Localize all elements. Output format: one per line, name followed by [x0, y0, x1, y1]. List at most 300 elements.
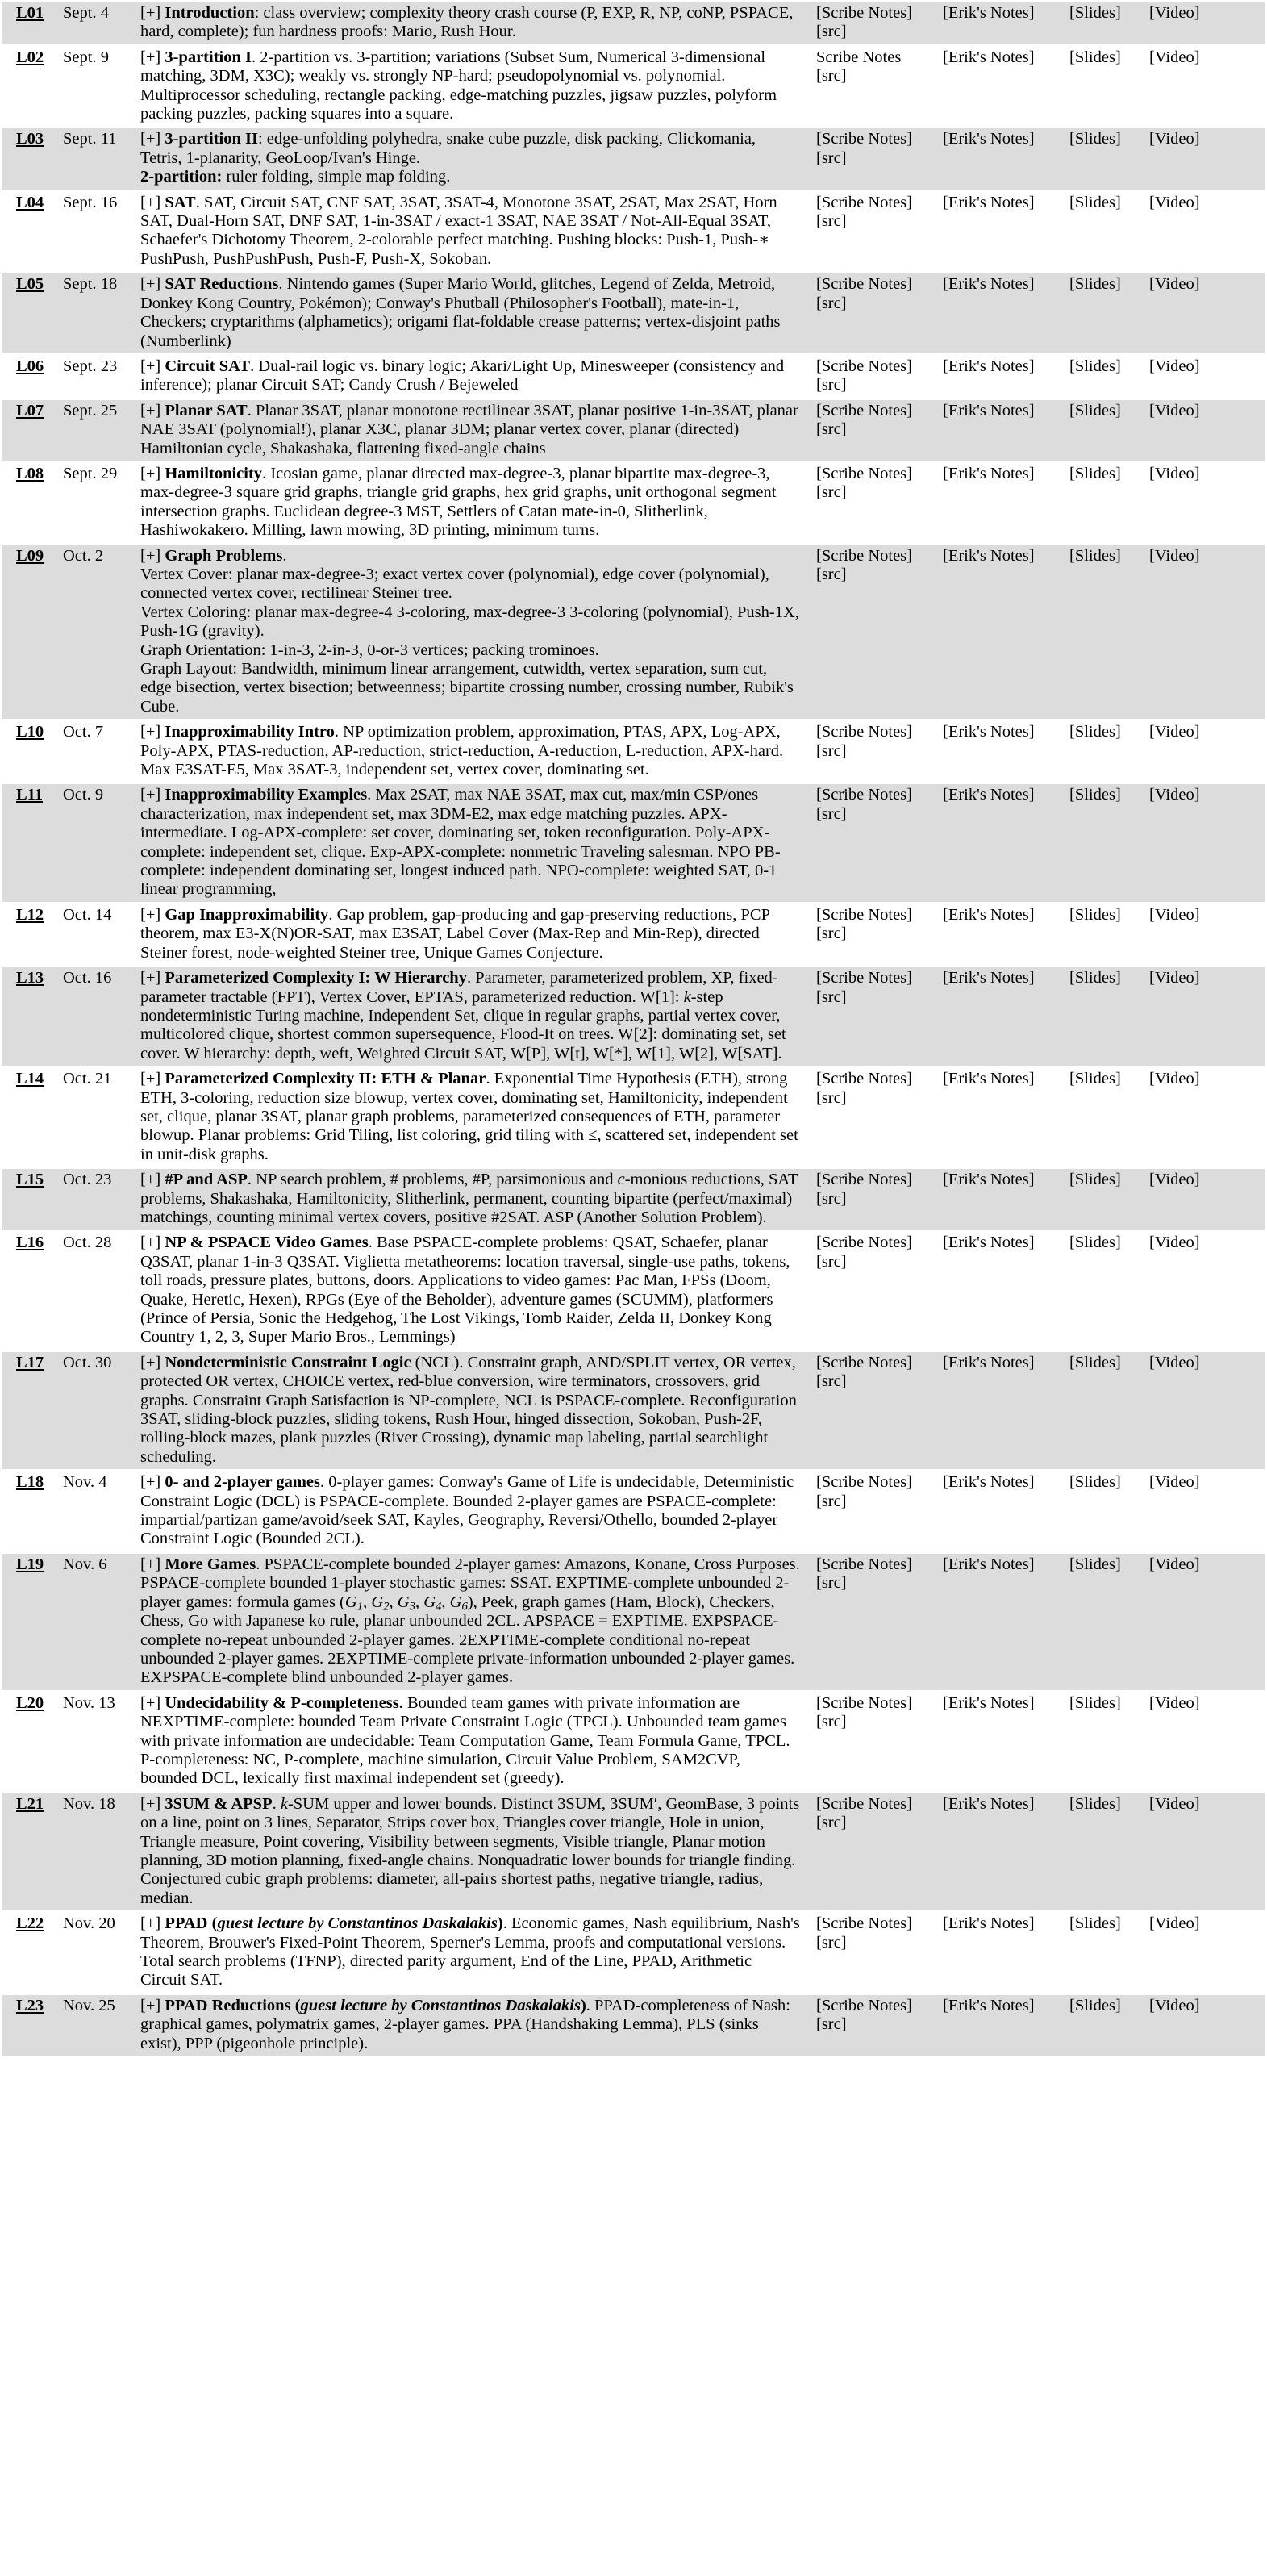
lecture-description — [135, 400, 811, 461]
lecture-title-text: Parameterized Complexity I: W Hierarchy — [165, 969, 467, 987]
lecture-title: PPAD Reductions (guest lecture by Constantinos Daskalakis) — [165, 1996, 586, 2014]
lecture-title-text: Undecidability & P-completeness. — [165, 1693, 403, 1712]
lecture-date: Nov. 18 — [58, 1793, 135, 1910]
scribe-notes-link[interactable]: [Scribe Notes] — [816, 130, 912, 148]
video-link[interactable]: [Video] — [1149, 1473, 1200, 1492]
lecture-number-link[interactable]: L04 — [16, 193, 44, 211]
video-link[interactable]: [Video] — [1149, 401, 1200, 420]
formula-game-letter: G — [397, 1593, 410, 1611]
lecture-number-cell — [2, 1693, 58, 1791]
lecture-description — [135, 463, 811, 543]
lecture-description — [135, 1693, 811, 1791]
expand-toggle[interactable]: [+] — [140, 1070, 161, 1088]
expand-toggle[interactable]: [+] — [140, 1555, 161, 1573]
lecture-links — [811, 463, 1265, 543]
lecture-date: Sept. 9 — [63, 48, 109, 66]
lecture-date: Oct. 7 — [63, 723, 104, 741]
lecture-links — [811, 784, 1265, 901]
lecture-number-cell — [2, 721, 58, 782]
video-link[interactable]: [Video] — [1149, 1070, 1200, 1088]
expand-toggle[interactable]: [+] — [140, 401, 161, 420]
lecture-title-text: Parameterized Complexity II: ETH & Planar — [165, 1070, 486, 1088]
scribe-notes-link[interactable]: [Scribe Notes] — [816, 1353, 912, 1372]
lecture-row — [2, 1693, 1265, 1791]
scribe-notes-link[interactable]: [Scribe Notes] — [816, 1693, 912, 1712]
scribe-notes-link[interactable]: [Scribe Notes] — [816, 1070, 912, 1088]
lecture-topics: . Parameter, parameterized problem, XP, fixed-parameter tractable (FPT), Vertex Cover, EPTAS, parameterized reduction. W[1]: — [140, 969, 778, 1006]
slides-link[interactable]: [Slides] — [1069, 1996, 1121, 2014]
slides-link[interactable]: [Slides] — [1069, 1353, 1121, 1372]
expand-toggle[interactable]: [+] — [140, 786, 161, 804]
lecture-row — [2, 273, 1265, 353]
scribe-source-link[interactable]: [src] — [816, 1189, 847, 1208]
lecture-links — [811, 545, 1265, 720]
lecture-number-cell — [2, 128, 58, 189]
lecture-title — [165, 1354, 411, 1372]
lecture-topics: . Base PSPACE-complete problems: QSAT, Schaefer, planar Q3SAT, planar 1-in-3 Q3SAT. Viglietta metatheorems: location traversal, single-use paths, tokens, toll roads, pressure plates, buttons, doors. Applications to video games: Pac Man, FPSs (Doom, Quake, Heretic, Hexen), RPGs (Eye of the Beholder), adventure games (SCUMM), platformers (Prince of Persia, Sonic the Hedgehog, The Lost Vikings, Tomb Raider, Zelda II, Donkey Kong Country 1, 2, 3, Super Mario Bros., Lemmings) — [140, 1234, 790, 1346]
slides-link[interactable]: [Slides] — [1069, 546, 1121, 565]
lecture-links — [811, 1693, 1265, 1791]
lecture-topics-cont: ), Peek, graph games (Ham, Block), Checkers, Chess, Go with Japanese ko rule, planar unbounded 2CL. APSPACE = EXPTIME. EXPSPACE-complete no-repeat unbounded 2-player games. 2EXPTIME-complete conditional no-repeat unbounded 2-player games. 2EXPTIME-complete private-information unbounded 2-player games. EXPSPACE-complete blind unbounded 2-player games. — [140, 1593, 795, 1687]
lecture-description — [135, 721, 811, 782]
lecture-topics: . NP optimization problem, approximation, PTAS, APX, Log-APX, Poly-APX, PTAS-reduction, AP-reduction, strict-reduction, A-reduction, L-reduction, APX-hard. Max E3SAT-E5, Max 3SAT-3, independent set, vertex cover, dominating set. — [140, 723, 784, 779]
scribe-source-link[interactable]: [src] — [816, 376, 847, 395]
lecture-row — [2, 1913, 1265, 1993]
lecture-row — [2, 128, 1265, 189]
expand-toggle[interactable]: [+] — [140, 1794, 161, 1813]
video-link[interactable]: [Video] — [1149, 275, 1200, 294]
eriks-notes-link[interactable]: [Erik's Notes] — [943, 1353, 1035, 1372]
expand-toggle[interactable]: [+] — [140, 905, 161, 924]
lecture-number-link[interactable]: L05 — [16, 275, 44, 294]
eriks-notes-link[interactable]: [Erik's Notes] — [943, 723, 1035, 741]
lecture-number-cell — [2, 784, 58, 901]
video-link[interactable]: [Video] — [1149, 130, 1200, 148]
lecture-row — [2, 1352, 1265, 1469]
scribe-notes-link[interactable]: [Scribe Notes] — [816, 275, 912, 294]
lecture-description — [135, 1995, 811, 2056]
lecture-date: Nov. 20 — [63, 1914, 115, 1933]
lecture-number-link[interactable]: L19 — [16, 1555, 44, 1573]
lecture-topics: . 2-partition vs. 3-partition; variations (Subset Sum, Numerical 3-dimensional matching, 3DM, X3C); weakly vs. strongly NP-hard; pseudopolynomial vs. polynomial. Multiprocessor scheduling, rectangle packing, edge-matching puzzles, jigsaw puzzles, polyform packing puzzles, packing squares into a square. — [140, 48, 777, 123]
lecture-number-cell — [2, 1352, 58, 1469]
scribe-source-link[interactable]: [src] — [816, 1814, 847, 1832]
slides-link[interactable]: [Slides] — [1069, 193, 1121, 211]
lecture-description — [135, 1352, 811, 1469]
scribe-source-link[interactable]: [src] — [816, 1574, 847, 1593]
video-link[interactable]: [Video] — [1149, 1794, 1200, 1813]
lecture-row — [2, 1232, 1265, 1349]
eriks-notes-link[interactable]: [Erik's Notes] — [943, 1234, 1035, 1252]
lecture-number-link[interactable]: L12 — [16, 905, 44, 924]
formula-game-symbol — [449, 1593, 468, 1614]
lecture-description — [135, 2, 811, 44]
eriks-notes-link[interactable]: [Erik's Notes] — [943, 130, 1035, 148]
lecture-links — [811, 192, 1265, 272]
lecture-date: Oct. 30 — [58, 1352, 135, 1469]
expand-toggle[interactable]: [+] — [140, 1234, 161, 1252]
eriks-notes-link[interactable]: [Erik's Notes] — [943, 1914, 1035, 1933]
lecture-number-cell — [2, 1169, 58, 1230]
lecture-description — [135, 1793, 811, 1910]
lecture-links — [811, 2, 1265, 44]
eriks-notes-link[interactable]: [Erik's Notes] — [943, 1996, 1035, 2014]
lecture-date: Sept. 23 — [63, 357, 118, 375]
scribe-notes-link[interactable]: [Scribe Notes] — [816, 546, 912, 565]
guest-lecturer: guest lecture by Constantinos Daskalakis — [217, 1914, 498, 1933]
math-variable: k — [280, 1794, 288, 1813]
scribe-source-link[interactable]: [src] — [816, 741, 847, 760]
formula-game-letter: G — [449, 1593, 462, 1611]
scribe-notes-link[interactable]: [Scribe Notes] — [816, 1171, 912, 1189]
scribe-source-link[interactable]: [src] — [816, 1088, 847, 1107]
formula-game-letter: G — [423, 1593, 436, 1611]
lecture-row — [2, 463, 1265, 543]
lecture-title-text: Inapproximability Examples — [165, 786, 368, 804]
lecture-number-cell — [2, 545, 58, 720]
expand-toggle[interactable]: [+] — [140, 723, 161, 741]
lecture-title-text: Gap Inapproximability — [165, 905, 329, 924]
expand-toggle[interactable]: [+] — [140, 1693, 161, 1712]
lecture-date: Oct. 14 — [63, 905, 112, 924]
scribe-source-link[interactable]: [src] — [816, 294, 847, 312]
scribe-notes-link[interactable]: [Scribe Notes] — [816, 905, 912, 924]
scribe-source-link[interactable]: [src] — [816, 925, 847, 943]
lecture-topics: : edge-unfolding polyhedra, snake cube puzzle, disk packing, Clickomania, Tetris, 1-planarity, GeoLoop/Ivan's Hinge. — [140, 130, 756, 167]
lecture-number-link[interactable]: L17 — [16, 1353, 44, 1372]
eriks-notes-link[interactable]: [Erik's Notes] — [943, 1555, 1035, 1573]
lecture-number-cell — [2, 967, 58, 1066]
formula-game-symbol — [344, 1593, 364, 1614]
scribe-notes-link[interactable]: [Scribe Notes] — [816, 1914, 912, 1933]
eriks-notes-link[interactable]: [Erik's Notes] — [943, 786, 1035, 804]
lecture-title — [165, 4, 254, 22]
scribe-source-link[interactable]: [src] — [816, 483, 847, 502]
lecture-topics: . — [272, 1794, 281, 1813]
video-link[interactable]: [Video] — [1149, 4, 1200, 22]
scribe-notes-link[interactable]: [Scribe Notes] — [816, 1555, 912, 1573]
lecture-date: Sept. 29 — [63, 464, 118, 482]
lecture-title — [165, 194, 195, 211]
expand-toggle[interactable]: [+] — [140, 1171, 161, 1189]
video-link[interactable]: [Video] — [1149, 723, 1200, 741]
scribe-notes-link[interactable]: [Scribe Notes] — [816, 1473, 912, 1492]
formula-game-letter: G — [344, 1593, 357, 1611]
lecture-description — [135, 1472, 811, 1551]
lecture-number-link[interactable]: L20 — [16, 1693, 44, 1712]
slides-link[interactable]: [Slides] — [1069, 1234, 1121, 1252]
slides-link[interactable]: [Slides] — [1069, 48, 1121, 66]
lecture-title — [165, 357, 250, 375]
lecture-title — [165, 547, 282, 565]
eriks-notes-link[interactable]: [Erik's Notes] — [943, 401, 1035, 420]
lecture-topics: . — [282, 546, 287, 565]
scribe-source-link[interactable]: [src] — [816, 23, 847, 41]
lecture-description: [+] More Games. PSPACE-complete bounded 2-player games: Amazons, Konane, Cross Purposes. PSPACE-complete bounded 1-player stochastic games: SSAT. EXPTIME-complete unbounded 2-player games: formula games ($G_1$, $G_2$, $G_3$, $G_4$, $G_6$), Peek, graph games (Ham, Block), Checkers, Chess, Go with Japanese ko rule, planar unbounded 2CL. APSPACE = EXPTIME. EXPSPACE-complete no-repeat unbounded 2-player games. 2EXPTIME-complete conditional no-repeat unbounded 2-player games. 2EXPTIME-complete private-information unbounded 2-player games. EXPSPACE-complete blind unbounded 2-player games. — [135, 1554, 811, 1690]
scribe-notes-link[interactable]: [Scribe Notes] — [816, 1996, 912, 2014]
lecture-description — [135, 904, 811, 965]
scribe-notes-link[interactable]: [Scribe Notes] — [816, 969, 912, 987]
lecture-topics: . Max 2SAT, max NAE 3SAT, max cut, max/min CSP/ones characterization, max independent set, max 3DM-E2, max edge matching puzzles. APX-intermediate. Log-APX-complete: set cover, dominating set, token reconfiguration. Poly-APX-complete: independent set, clique. Exp-APX-complete: nonmetric Traveling salesman. NPO PB-complete: independent dominating set, longest induced path. NPO-complete: weighted SAT, 0-1 linear programming, — [140, 786, 781, 899]
expand-toggle[interactable]: [+] — [140, 4, 161, 22]
lecture-row — [2, 356, 1265, 398]
lecture-title: PPAD (guest lecture by Constantinos Daskalakis) — [165, 1914, 503, 1933]
expand-toggle[interactable]: [+] — [140, 969, 161, 987]
lecture-title — [165, 465, 262, 482]
lecture-date: Sept. 25 — [58, 400, 135, 461]
scribe-notes-link[interactable]: [Scribe Notes] — [816, 1234, 912, 1252]
video-link[interactable]: [Video] — [1149, 357, 1200, 375]
scribe-source-link[interactable]: [src] — [816, 987, 847, 1006]
lecture-title — [165, 1694, 403, 1712]
lecture-links — [811, 47, 1265, 127]
slides-link[interactable]: [Slides] — [1069, 969, 1121, 987]
scribe-source-link[interactable]: [src] — [816, 1252, 847, 1271]
expand-toggle[interactable]: [+] — [140, 464, 161, 482]
slides-link[interactable]: [Slides] — [1069, 357, 1121, 375]
eriks-notes-link[interactable]: [Erik's Notes] — [943, 4, 1035, 22]
slides-link[interactable]: [Slides] — [1069, 1693, 1121, 1712]
lecture-date: Oct. 9 — [58, 784, 135, 901]
eriks-notes-link[interactable]: [Erik's Notes] — [943, 48, 1035, 66]
lecture-topic-line: Vertex Cover: planar max-degree-3; exact vertex cover (polynomial), edge cover (polynomial), connected vertex cover, rectilinear Steiner tree. — [140, 565, 769, 603]
slides-link[interactable]: [Slides] — [1069, 1070, 1121, 1088]
slides-link[interactable]: [Slides] — [1069, 723, 1121, 741]
slides-link[interactable]: [Slides] — [1069, 275, 1121, 294]
lecture-description — [135, 47, 811, 127]
guest-lecturer: guest lecture by Constantinos Daskalakis — [300, 1996, 581, 2014]
lecture-links — [811, 356, 1265, 398]
lecture-number-cell — [2, 1995, 58, 2056]
video-link[interactable]: [Video] — [1149, 905, 1200, 924]
slides-link[interactable]: [Slides] — [1069, 464, 1121, 482]
slides-link[interactable]: [Slides] — [1069, 1914, 1121, 1933]
lecture-number-link[interactable]: L08 — [16, 464, 44, 482]
scribe-source-link[interactable]: [src] — [816, 1372, 847, 1391]
lecture-subtopics: ruler folding, simple map folding. — [222, 168, 451, 186]
lecture-date: Oct. 16 — [58, 967, 135, 1066]
slides-link[interactable]: [Slides] — [1069, 130, 1121, 148]
video-link[interactable]: [Video] — [1149, 786, 1200, 804]
slides-link[interactable]: [Slides] — [1069, 1473, 1121, 1492]
lecture-number-link[interactable]: L22 — [16, 1914, 44, 1933]
formula-game-symbol — [423, 1593, 442, 1614]
lecture-number-link[interactable]: L09 — [16, 546, 44, 565]
lecture-title-text: PPAD Reductions — [165, 1996, 291, 2014]
lecture-row — [2, 967, 1265, 1066]
lecture-description — [135, 273, 811, 353]
lecture-row — [2, 1554, 1265, 1690]
lecture-row — [2, 904, 1265, 965]
eriks-notes-link[interactable]: [Erik's Notes] — [943, 193, 1035, 211]
expand-toggle[interactable]: [+] — [140, 1914, 161, 1933]
expand-toggle[interactable]: [+] — [140, 48, 161, 66]
lecture-topics: (NCL). Constraint graph, AND/SPLIT vertex, OR vertex, protected OR vertex, CHOICE vertex, red-blue conversion, wire terminators, crossovers, grid graphs. Constraint Graph Satisfaction is NP-complete, NCL is PSPACE-complete. Reconfiguration 3SAT, sliding-block puzzles, sliding tokens, Rush Hour, hinged dissection, Sokoban, Push-2F, rolling-block mazes, plank puzzles (River Crossing), dynamic map labeling, partial searchlight scheduling. — [140, 1353, 797, 1466]
lecture-row — [2, 1472, 1265, 1551]
lecture-number-link[interactable]: L21 — [16, 1794, 44, 1813]
lecture-topic-line: Graph Layout: Bandwidth, minimum linear arrangement, cutwidth, vertex separation, sum cut, edge bisection, vertex bisection; betweenness; bipartite crossing number, crossing number, Rubik's Cube. — [140, 660, 794, 716]
lecture-title-text: SAT — [165, 193, 196, 211]
video-link[interactable]: [Video] — [1149, 1171, 1200, 1189]
lecture-number-cell — [2, 356, 58, 398]
scribe-notes-link[interactable]: [Scribe Notes] — [816, 193, 912, 211]
lecture-date: Nov. 6 — [58, 1554, 135, 1690]
lecture-topics: . PPAD-completeness of Nash: graphical games, polymatrix games, 2-player games. PPA (Handshaking Lemma), PLS (sinks exist), PPP (pigeonhole principle). — [140, 1996, 790, 2052]
slides-link[interactable]: [Slides] — [1069, 786, 1121, 804]
eriks-notes-link[interactable]: [Erik's Notes] — [943, 1070, 1035, 1088]
eriks-notes-link[interactable]: [Erik's Notes] — [943, 1794, 1035, 1813]
lecture-date: Sept. 4 — [58, 2, 135, 44]
video-link[interactable]: [Video] — [1149, 193, 1200, 211]
expand-toggle[interactable]: [+] — [140, 1353, 161, 1372]
expand-toggle[interactable]: [+] — [140, 1996, 161, 2014]
expand-toggle[interactable]: [+] — [140, 357, 161, 375]
lecture-date: Oct. 2 — [58, 545, 135, 720]
expand-toggle[interactable]: [+] — [140, 275, 161, 294]
lecture-number-link[interactable]: L16 — [16, 1234, 44, 1252]
lecture-number-link[interactable]: L02 — [16, 48, 44, 66]
lecture-schedule-body — [2, 2, 1265, 2056]
lecture-links — [811, 721, 1265, 782]
expand-toggle[interactable]: [+] — [140, 193, 161, 211]
eriks-notes-link[interactable]: [Erik's Notes] — [943, 357, 1035, 375]
lecture-topics-cont: -SUM upper and lower bounds. Distinct 3SUM, 3SUM′, GeomBase, 3 points on a line, point on 3 lines, Separator, Strips cover box, Triangles cover triangle, Hole in union, Triangle measure, Point covering, Visibility between segments, Visible triangle, Planar motion planning, 3D motion planning, fixed-angle chains. Nonquadratic lower bounds for triangle finding. Conjectured cubic graph problems: diameter, all-pairs shortest paths, negative triangle, radius, median. — [140, 1794, 800, 1907]
lecture-number-link[interactable]: L10 — [16, 723, 44, 741]
lecture-title — [165, 1795, 272, 1813]
lecture-number-cell — [2, 192, 58, 272]
scribe-source-link[interactable]: [src] — [816, 420, 847, 439]
formula-game-letter: G — [371, 1593, 384, 1611]
eriks-notes-link[interactable]: [Erik's Notes] — [943, 1473, 1035, 1492]
lecture-number-cell — [2, 273, 58, 353]
lecture-description — [135, 1913, 811, 1993]
lecture-number-cell — [2, 463, 58, 543]
eriks-notes-link[interactable]: [Erik's Notes] — [943, 464, 1035, 482]
lecture-title — [165, 130, 258, 148]
scribe-source-link[interactable]: [src] — [816, 1713, 847, 1731]
scribe-notes-link[interactable]: [Scribe Notes] — [816, 723, 912, 741]
expand-toggle[interactable]: [+] — [140, 1473, 161, 1492]
scribe-source-link[interactable]: [src] — [816, 2015, 847, 2034]
lecture-title — [165, 1234, 368, 1251]
scribe-notes-link[interactable]: [Scribe Notes] — [816, 786, 912, 804]
video-link[interactable]: [Video] — [1149, 969, 1200, 987]
lecture-row — [2, 784, 1265, 901]
lecture-topics: . Dual-rail logic vs. binary logic; Akari/Light Up, Minesweeper (consistency and inference); planar Circuit SAT; Candy Crush / Bejeweled — [140, 357, 785, 395]
scribe-notes-link[interactable]: [Scribe Notes] — [816, 357, 912, 375]
video-link[interactable]: [Video] — [1149, 1914, 1200, 1933]
slides-link[interactable]: [Slides] — [1069, 401, 1121, 420]
lecture-title — [165, 1473, 320, 1491]
lecture-title-text: 0- and 2-player games — [165, 1473, 321, 1492]
scribe-notes-link[interactable]: [Scribe Notes] — [816, 401, 912, 420]
scribe-source-link[interactable]: [src] — [816, 565, 847, 583]
scribe-source-link[interactable]: [src] — [816, 1933, 847, 1952]
lecture-number-link[interactable]: L11 — [16, 786, 44, 804]
scribe-notes-link[interactable]: [Scribe Notes] — [816, 464, 912, 482]
video-link[interactable]: [Video] — [1149, 48, 1200, 66]
slides-link[interactable]: [Slides] — [1069, 4, 1121, 22]
lecture-row — [2, 2, 1265, 44]
lecture-topics-cont: -monious reductions, SAT problems, Shakashaka, Hamiltonicity, Slitherlink, permanent, counting bipartite (perfect/maximal) matchings, counting minimal vertex covers, positive #2SAT. ASP (Another Solution Problem). — [140, 1171, 798, 1226]
lecture-description — [135, 192, 811, 272]
lecture-date: Nov. 4 — [63, 1473, 107, 1492]
lecture-number-link[interactable]: L23 — [16, 1996, 44, 2014]
eriks-notes-link[interactable]: [Erik's Notes] — [943, 546, 1035, 565]
lecture-links — [811, 1793, 1265, 1910]
lecture-number-link[interactable]: L14 — [16, 1070, 44, 1088]
video-link[interactable]: [Video] — [1149, 1353, 1200, 1372]
lecture-title-text: SAT Reductions — [165, 275, 279, 294]
lecture-number-cell — [2, 1913, 58, 1993]
eriks-notes-link[interactable]: [Erik's Notes] — [943, 275, 1035, 294]
lecture-number-cell — [2, 1554, 58, 1690]
scribe-source-link[interactable]: [src] — [816, 67, 847, 86]
lecture-number-cell — [2, 47, 58, 127]
lecture-title-text: NP & PSPACE Video Games — [165, 1234, 369, 1252]
formula-game-symbol — [371, 1593, 390, 1614]
expand-toggle[interactable]: [+] — [140, 546, 161, 565]
eriks-notes-link[interactable]: [Erik's Notes] — [943, 1171, 1035, 1189]
slides-link[interactable]: [Slides] — [1069, 1555, 1121, 1573]
lecture-number-link[interactable]: L07 — [16, 401, 44, 420]
lecture-number-link[interactable]: L15 — [16, 1171, 44, 1189]
lecture-title-text: Introduction — [165, 4, 255, 22]
video-link[interactable]: [Video] — [1149, 546, 1200, 565]
expand-toggle[interactable]: [+] — [140, 130, 161, 148]
lecture-title-text: Hamiltonicity — [165, 464, 263, 482]
video-link[interactable]: [Video] — [1149, 1555, 1200, 1573]
formula-game-subscript: 6 — [461, 1600, 468, 1614]
video-link[interactable]: [Video] — [1149, 1996, 1200, 2014]
lecture-date: Sept. 18 — [58, 273, 135, 353]
scribe-notes-link[interactable]: [Scribe Notes] — [816, 4, 912, 22]
video-link[interactable]: [Video] — [1149, 1693, 1200, 1712]
lecture-title — [165, 1070, 486, 1088]
scribe-source-link[interactable]: [src] — [816, 1492, 847, 1510]
lecture-topics-cont: -step nondeterministic Turing machine, Independent Set, clique in regular graphs, partial vertex cover, multicolored clique, shortest common supersequence, Flood-It on trees. W[2]: dominating set, set cover. W hierarchy: depth, weft, Weighted Circuit SAT, W[P], W[t], W[*], W[1], W[2], W[SAT]. — [140, 987, 786, 1063]
slides-link[interactable]: [Slides] — [1069, 1171, 1121, 1189]
video-link[interactable]: [Video] — [1149, 1234, 1200, 1252]
scribe-source-link[interactable]: [src] — [816, 148, 847, 167]
lecture-links — [811, 1554, 1265, 1690]
scribe-source-link[interactable]: [src] — [816, 212, 847, 231]
eriks-notes-link[interactable]: [Erik's Notes] — [943, 905, 1035, 924]
lecture-title — [165, 786, 367, 804]
lecture-number-cell — [2, 1068, 58, 1167]
slides-link[interactable]: [Slides] — [1069, 1794, 1121, 1813]
scribe-notes-link[interactable]: Scribe Notes — [816, 48, 902, 66]
lecture-description — [135, 1232, 811, 1349]
video-link[interactable]: [Video] — [1149, 464, 1200, 482]
lecture-number-link[interactable]: L01 — [16, 4, 44, 22]
lecture-description — [135, 784, 811, 901]
lecture-row — [2, 1068, 1265, 1167]
lecture-number-link[interactable]: L03 — [16, 130, 44, 148]
eriks-notes-link[interactable]: [Erik's Notes] — [943, 1693, 1035, 1712]
lecture-title-text: More Games — [165, 1555, 256, 1573]
lecture-description — [135, 356, 811, 398]
scribe-source-link[interactable]: [src] — [816, 804, 847, 823]
eriks-notes-link[interactable]: [Erik's Notes] — [943, 969, 1035, 987]
scribe-notes-link[interactable]: [Scribe Notes] — [816, 1794, 912, 1813]
lecture-topics: . PSPACE-complete bounded 2-player games: Amazons, Konane, Cross Purposes. PSPACE-complete bounded 1-player stochastic games: SSAT. EXPTIME-complete unbounded 2-player games: formula games ( — [140, 1555, 800, 1611]
lecture-topic-line: Graph Orientation: 1-in-3, 2-in-3, 0-or-3 vertices; packing trominoes. — [140, 641, 599, 659]
lecture-number-link[interactable]: L06 — [16, 357, 44, 375]
slides-link[interactable]: [Slides] — [1069, 905, 1121, 924]
lecture-number-link[interactable]: L18 — [16, 1473, 44, 1492]
lecture-number-link[interactable]: L13 — [16, 969, 44, 987]
